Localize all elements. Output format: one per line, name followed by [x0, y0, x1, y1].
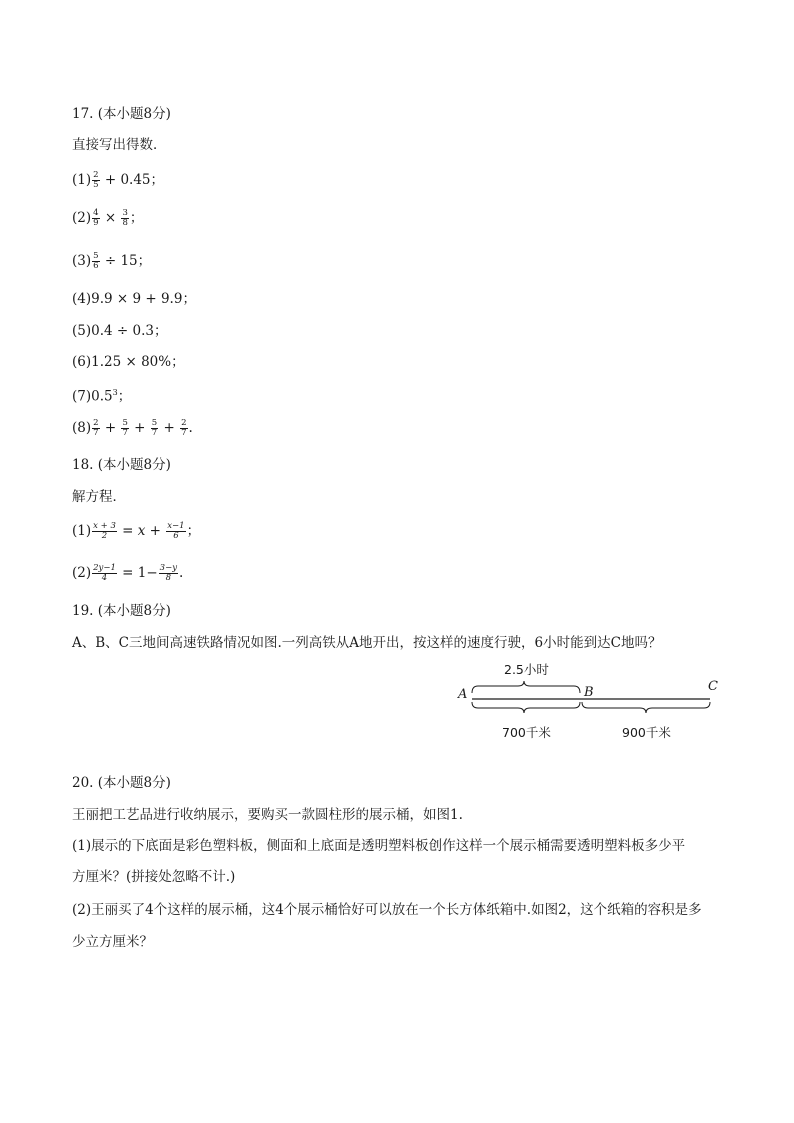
- q17-item-4: [72, 290, 196, 308]
- q20-part1-line1: (1)展示的下底面是彩色塑料板，侧面和上底面是透明塑料板创作这样一个展示桶需要透明塑料板多少平: [72, 838, 686, 854]
- denominator: 7: [181, 428, 187, 438]
- operator: +: [159, 420, 180, 436]
- q17-item-6: [72, 353, 185, 371]
- expression-rest: + 0.45；: [100, 172, 164, 188]
- punctuation: .: [188, 420, 193, 436]
- fraction: [92, 209, 99, 228]
- q17-item-3: [72, 252, 151, 271]
- denominator: 2: [101, 531, 108, 541]
- q17-item-1: [72, 171, 164, 190]
- denominator: 5: [93, 180, 99, 190]
- item-label: (2): [72, 565, 92, 581]
- numerator: 5: [122, 418, 128, 428]
- denominator: 8: [165, 573, 172, 583]
- denominator: 7: [122, 428, 128, 438]
- bc-distance-label: 900千米: [622, 725, 671, 740]
- denominator: 8: [122, 218, 128, 228]
- q17-item-2: [72, 209, 143, 228]
- numerator: 4: [93, 208, 99, 218]
- fraction: [92, 564, 117, 583]
- denominator: 7: [151, 428, 158, 438]
- fraction: [92, 419, 99, 438]
- denominator: 4: [101, 573, 108, 583]
- item-label: (1): [72, 172, 92, 188]
- time-label: 2.5小时: [504, 662, 549, 677]
- fraction: [180, 419, 187, 438]
- fraction: [121, 419, 128, 438]
- item-label: (3): [72, 253, 92, 269]
- ab-distance-label: 700千米: [502, 725, 551, 740]
- q20-part2-line1: (2)王丽买了4个这样的展示桶，这4个展示桶恰好可以放在一个长方体纸箱中.如图2，这个纸箱的容积是多: [72, 902, 702, 918]
- item-label: (6): [72, 354, 92, 370]
- equation-middle: = 1−: [117, 565, 158, 581]
- fraction: [92, 171, 99, 190]
- operator: ×: [100, 210, 121, 226]
- q20-header: 20. (本小题8分): [72, 775, 171, 791]
- item-label: (2): [72, 210, 92, 226]
- expression: 0.4 ÷ 0.3；: [91, 323, 168, 339]
- numerator: 3: [122, 208, 128, 218]
- numerator: 5: [93, 251, 99, 261]
- numerator: 2y−1: [93, 563, 116, 573]
- numerator: 5: [151, 418, 158, 428]
- item-label: (4): [72, 291, 92, 307]
- q17-item-8: [72, 419, 193, 438]
- point-b-label: B: [584, 685, 594, 700]
- fraction: [92, 522, 117, 541]
- point-a-label: A: [458, 687, 468, 702]
- expression-rest: ÷ 15；: [100, 253, 152, 269]
- numerator: 3−y: [159, 563, 178, 573]
- numerator: 2: [93, 418, 99, 428]
- punctuation: ；: [186, 523, 201, 539]
- point-c-label: C: [708, 679, 718, 694]
- punctuation: ；: [117, 388, 132, 405]
- fraction: [166, 522, 185, 541]
- q19-header: 19. (本小题8分): [72, 603, 171, 619]
- item-label: (8): [72, 420, 92, 436]
- fraction: [159, 564, 178, 583]
- railway-diagram: [452, 655, 732, 747]
- item-label: (1): [72, 523, 92, 539]
- numerator: 2: [181, 418, 187, 428]
- q18-instruction: 解方程．: [72, 489, 126, 505]
- operator: +: [129, 420, 150, 436]
- q20-text: 王丽把工艺品进行收纳展示，要购买一款圆柱形的展示桶，如图1.: [72, 807, 463, 823]
- denominator: 6: [93, 261, 99, 271]
- q20-part2-line2: 少立方厘米？: [72, 934, 153, 950]
- q19-text: A、B、C三地间高速铁路情况如图.一列高铁从A地开出，按这样的速度行驶，6小时能到达C地吗？: [72, 635, 662, 651]
- ab-brace: [472, 702, 580, 713]
- numerator: x−1: [167, 521, 185, 531]
- item-label: (5): [72, 323, 92, 339]
- numerator: 2: [93, 170, 99, 180]
- power-base: 0.5: [91, 388, 113, 405]
- q18-header: 18. (本小题8分): [72, 457, 171, 473]
- fraction: [92, 252, 99, 271]
- fraction: [151, 419, 158, 438]
- q17-item-7: [72, 384, 131, 406]
- time-brace: [472, 681, 580, 693]
- numerator: x + 3: [93, 521, 116, 531]
- q20-part1-line2: 方厘米？(拼接处忽略不计.): [72, 869, 236, 885]
- bc-brace: [582, 702, 710, 713]
- q17-header: 17. (本小题8分): [72, 106, 171, 122]
- punctuation: .: [179, 565, 184, 581]
- fraction: [121, 209, 128, 228]
- power-exponent: 3: [112, 388, 118, 397]
- q17-instruction: 直接写出得数．: [72, 137, 167, 153]
- expression: 9.9 × 9 + 9.9；: [91, 291, 196, 307]
- q17-item-5: [72, 322, 167, 340]
- operator: +: [100, 420, 121, 436]
- denominator: 7: [93, 428, 99, 438]
- q18-equation-2: [72, 564, 183, 583]
- item-label: (7): [72, 388, 92, 405]
- denominator: 6: [173, 531, 179, 541]
- equation-middle: = x +: [117, 523, 166, 539]
- denominator: 9: [93, 218, 99, 228]
- expression: 1.25 × 80%；: [91, 354, 185, 370]
- punctuation: ；: [129, 210, 144, 226]
- q18-equation-1: [72, 522, 200, 541]
